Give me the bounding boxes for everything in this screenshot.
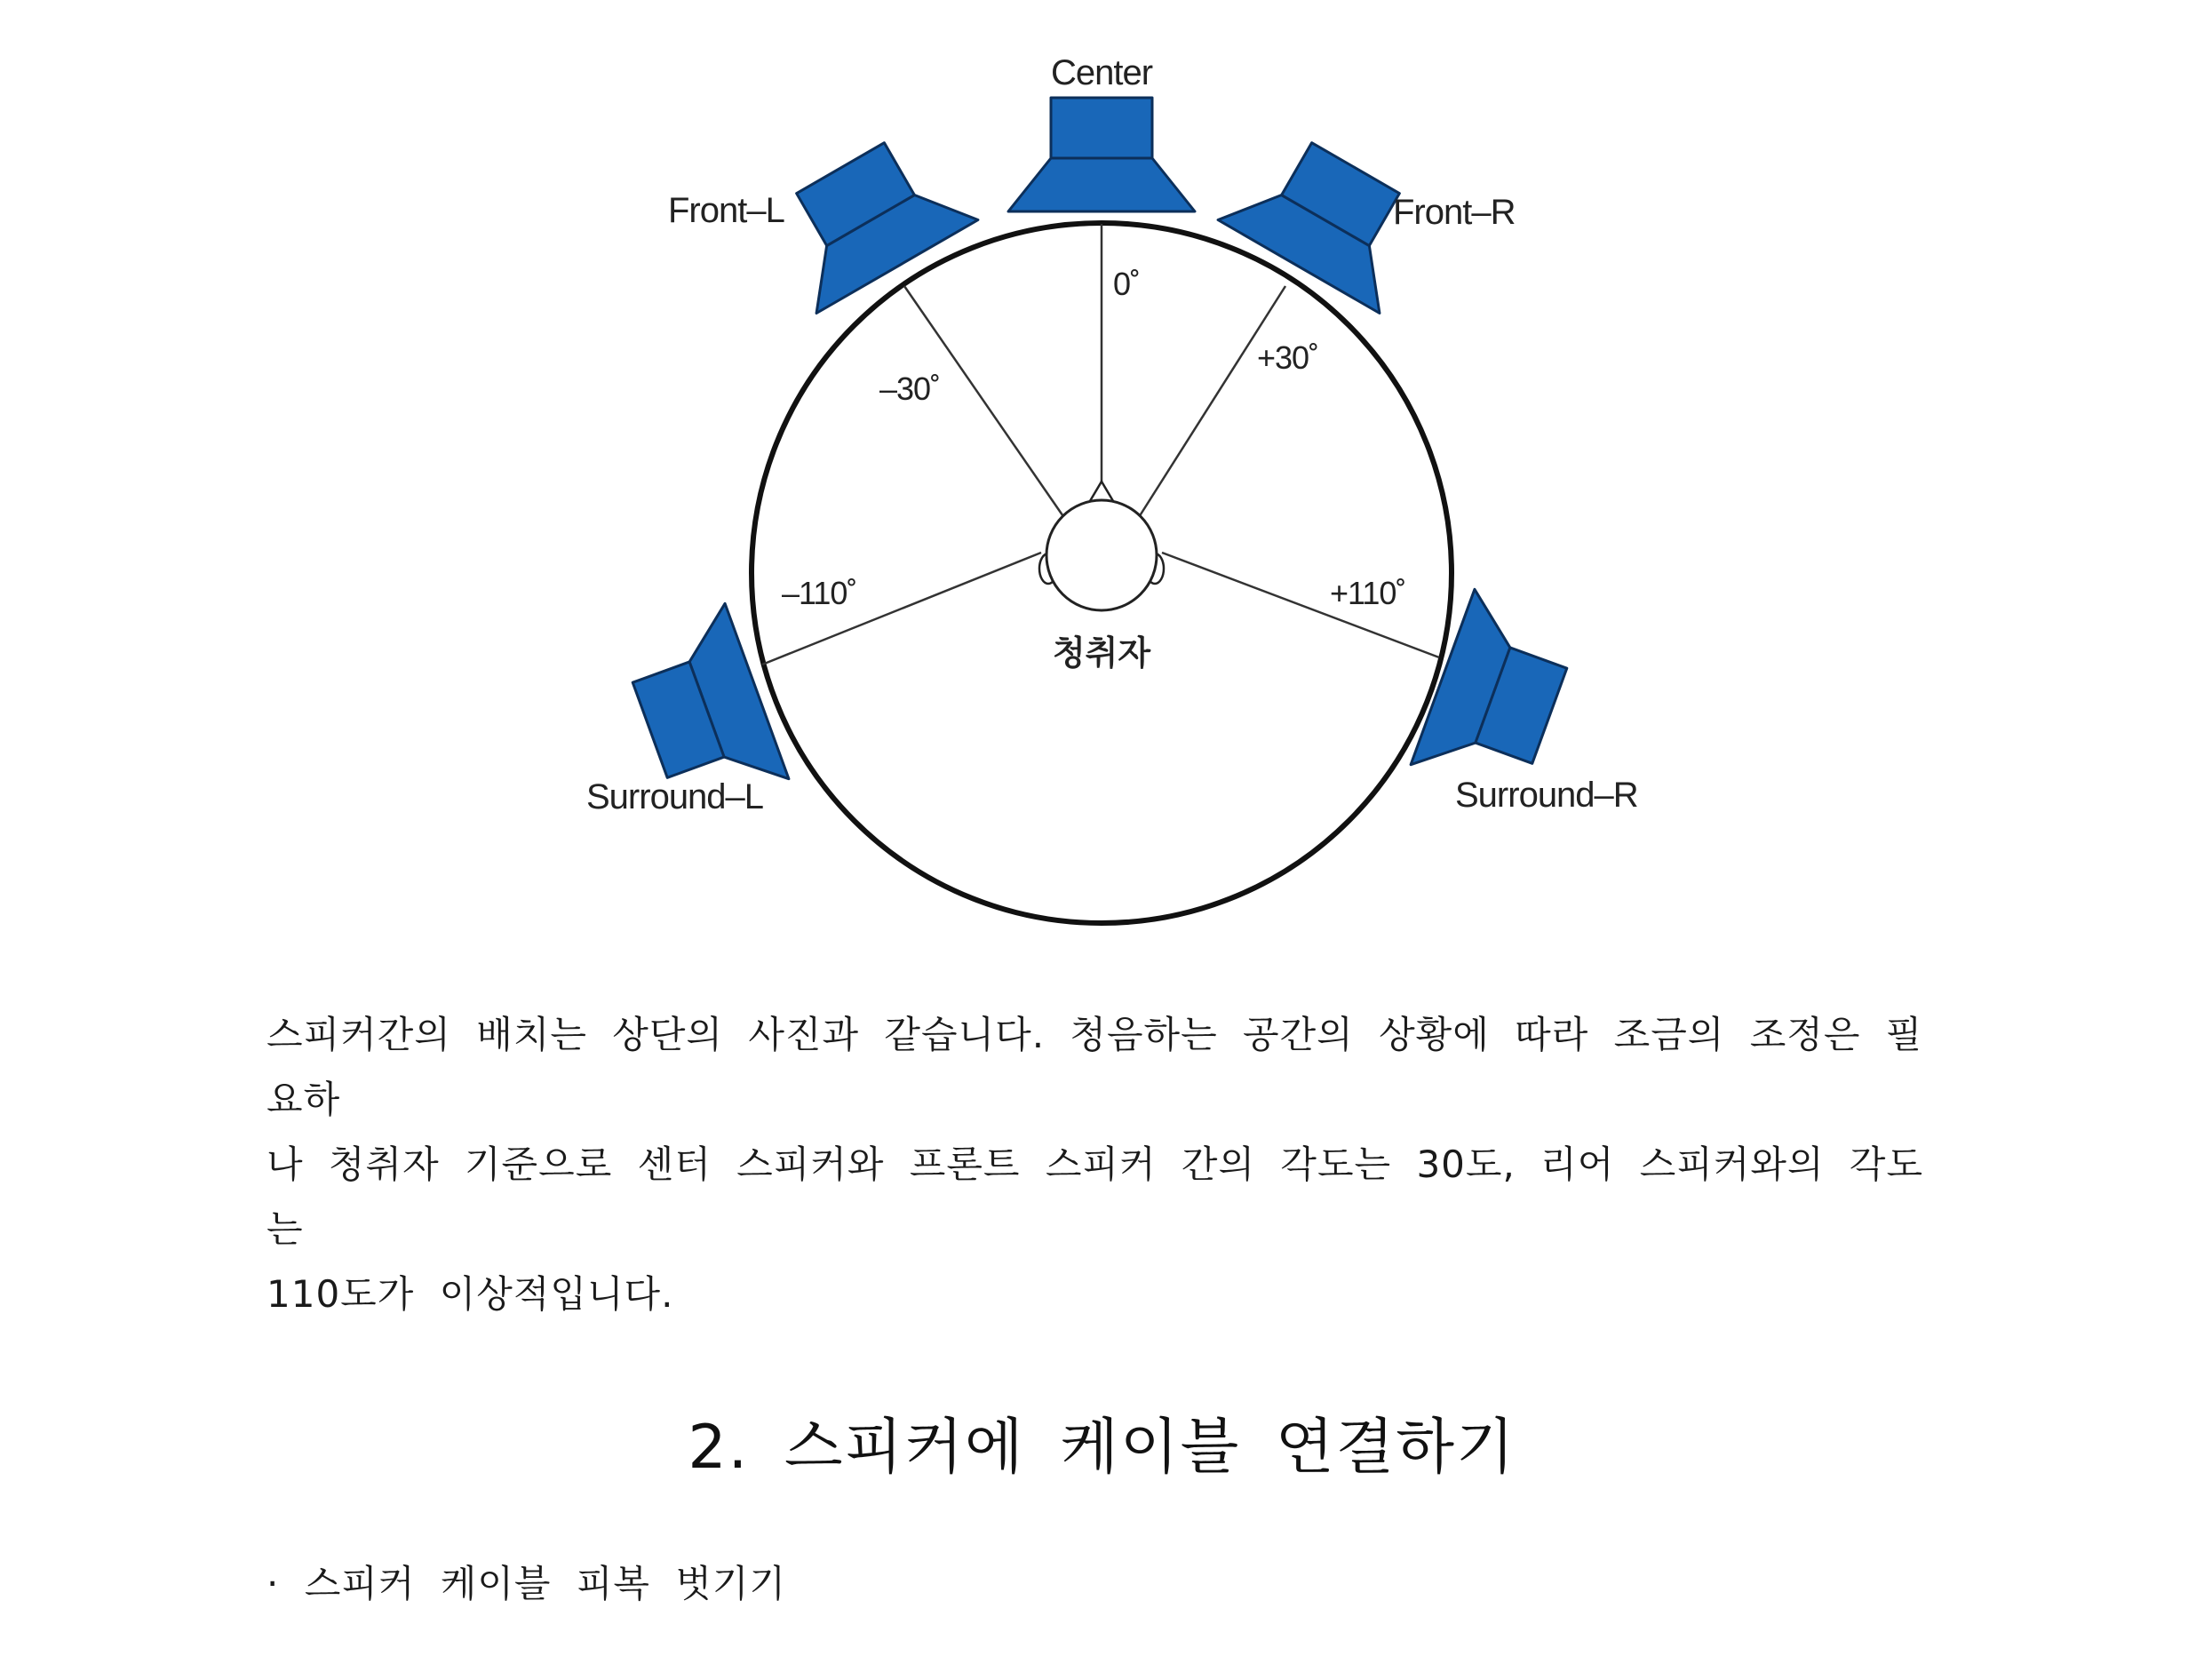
front-left-speaker-icon	[760, 122, 978, 314]
angle-front-left: –30˚	[879, 370, 941, 407]
label-surround-right: Surround–R	[1455, 776, 1638, 815]
paragraph-line-1: 스피커간의 배치는 상단의 사진과 같습니다. 청음하는 공간의 상황에 따라 조금의 조정은 필요하	[267, 1013, 1923, 1121]
label-surround-left: Surround–L	[586, 777, 764, 816]
label-center: Center	[1050, 53, 1153, 92]
label-front-right: Front–R	[1393, 193, 1516, 232]
listener-label: 청취자	[1052, 633, 1151, 673]
angle-center: 0˚	[1113, 266, 1141, 302]
angle-surround-left: –110˚	[782, 575, 857, 611]
paragraph-line-2: 나 청취자 기준으로 센터 스피커와 프론트 스피커 간의 각도는 30도, 리어 스피커와의 각도는	[267, 1143, 1924, 1251]
line-front-right	[1134, 286, 1285, 524]
paragraph-line-3: 110도가 이상적입니다.	[267, 1272, 674, 1316]
placement-paragraph	[267, 1002, 1954, 1326]
listener-head-icon	[1039, 482, 1164, 610]
angle-front-right: +30˚	[1257, 339, 1319, 376]
label-front-left: Front–L	[668, 191, 784, 230]
surround-right-speaker-icon	[1411, 589, 1581, 803]
center-speaker-icon	[1008, 98, 1195, 211]
section-heading: 2. 스피커에 케이블 연결하기	[688, 1413, 1516, 1483]
angle-surround-right: +110˚	[1330, 575, 1406, 611]
bullet-item: · 스피커 케이블 피복 벗기기	[267, 1562, 787, 1605]
